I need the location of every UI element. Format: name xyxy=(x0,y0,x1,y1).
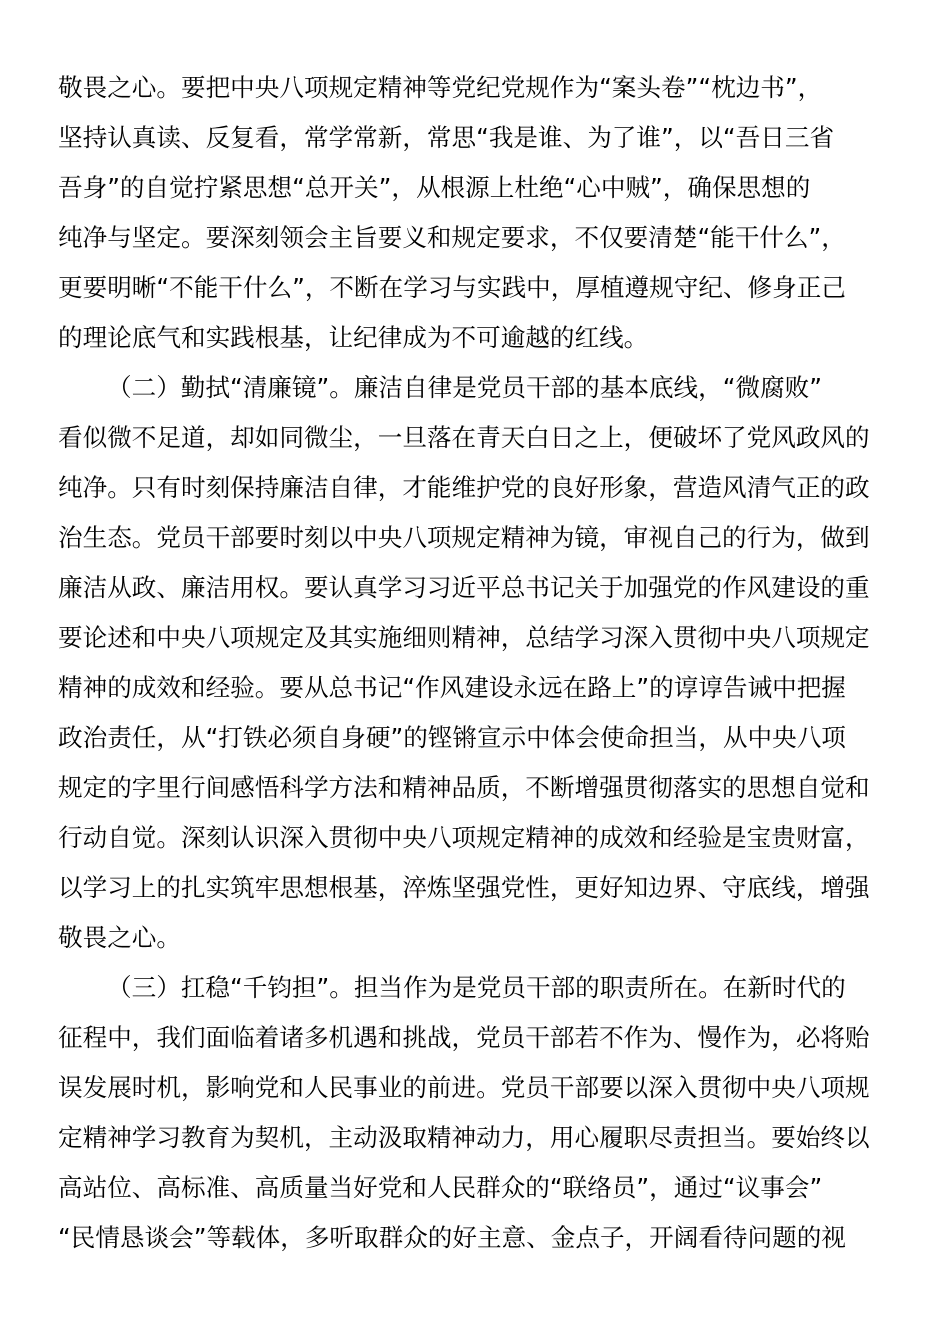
paragraph-line: 廉洁从政、廉洁用权。要认真学习习近平总书记关于加强党的作风建设的重 xyxy=(58,573,870,602)
paragraph-line: 看似微不足道，却如同微尘，一旦落在青天白日之上，便破坏了党风政风的 xyxy=(58,423,870,452)
paragraph-line: 行动自觉。深刻认识深入贯彻中央八项规定精神的成效和经验是宝贵财富， xyxy=(58,823,870,852)
paragraph-line: 纯净。只有时刻保持廉洁自律，才能维护党的良好形象，营造风清气正的政 xyxy=(58,473,870,502)
section-heading-line: （三）扛稳“千钧担”。担当作为是党员干部的职责所在。在新时代的 xyxy=(107,973,846,1002)
section-heading-line: （二）勤拭“清廉镜”。廉洁自律是党员干部的基本底线，“微腐败” xyxy=(107,373,822,402)
paragraph-line: “民情恳谈会”等载体，多听取群众的好主意、金点子，开阔看待问题的视 xyxy=(58,1223,846,1252)
paragraph-line: 治生态。党员干部要时刻以中央八项规定精神为镜，审视自己的行为，做到 xyxy=(58,523,870,552)
paragraph-line: 征程中，我们面临着诸多机遇和挑战，党员干部若不作为、慢作为，必将贻 xyxy=(58,1023,870,1052)
paragraph-line: 的理论底气和实践根基，让纪律成为不可逾越的红线。 xyxy=(58,323,649,352)
paragraph-line: 以学习上的扎实筑牢思想根基，淬炼坚强党性，更好知边界、守底线，增强 xyxy=(58,873,870,902)
paragraph-line: 误发展时机，影响党和人民事业的前进。党员干部要以深入贯彻中央八项规 xyxy=(58,1073,870,1102)
paragraph-line: 纯净与坚定。要深刻领会主旨要义和规定要求，不仅要清楚“能干什么”， xyxy=(58,223,846,252)
paragraph-line: 更要明晰“不能干什么”，不断在学习与实践中，厚植遵规守纪、修身正己 xyxy=(58,273,846,302)
paragraph-line: 政治责任，从“打铁必须自身硬”的铿锵宣示中体会使命担当，从中央八项 xyxy=(58,723,846,752)
paragraph-line: 要论述和中央八项规定及其实施细则精神，总结学习深入贯彻中央八项规定 xyxy=(58,623,870,652)
paragraph-line: 精神的成效和经验。要从总书记“作风建设永远在路上”的谆谆告诫中把握 xyxy=(58,673,846,702)
paragraph-line: 规定的字里行间感悟科学方法和精神品质，不断增强贯彻落实的思想自觉和 xyxy=(58,773,870,802)
paragraph-line: 坚持认真读、反复看，常学常新，常思“我是谁、为了谁”，以“吾日三省 xyxy=(58,123,835,152)
paragraph-line: 敬畏之心。要把中央八项规定精神等党纪党规作为“案头卷”“枕边书”， xyxy=(58,73,823,102)
paragraph-line: 敬畏之心。 xyxy=(58,923,181,952)
paragraph-line: 高站位、高标准、高质量当好党和人民群众的“联络员”，通过“议事会” xyxy=(58,1173,823,1202)
paragraph-line: 吾身”的自觉拧紧思想“总开关”，从根源上杜绝“心中贼”，确保思想的 xyxy=(58,173,811,202)
paragraph-line: 定精神学习教育为契机，主动汲取精神动力，用心履职尽责担当。要始终以 xyxy=(58,1123,870,1152)
